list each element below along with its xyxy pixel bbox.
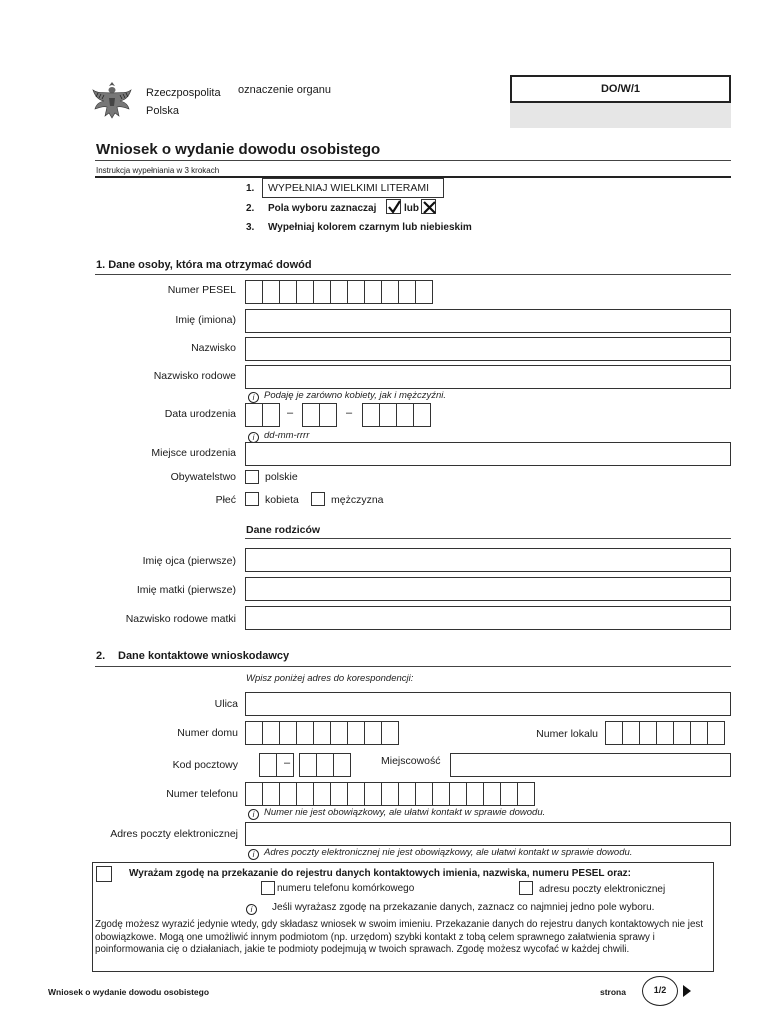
step2-text: Pola wyboru zaznaczaj	[268, 203, 377, 214]
phone-hint: i Numer nie jest obowiązkowy, ale ułatwi kontakt w sprawie dowodu.	[248, 807, 545, 820]
phone-label: Numer telefonu	[166, 788, 238, 800]
consent-hint: i Jeśli wyrażasz zgodę na przekazanie danych, zaznacz co najmniej jedno pole wyboru.	[246, 902, 654, 915]
city-label: Miejscowość	[381, 755, 441, 767]
father-name-label: Imię ojca (pierwsze)	[142, 555, 236, 567]
step1-example-box: WYPEŁNIAJ WIELKIMI LITERAMI	[262, 178, 444, 198]
parents-divider	[245, 538, 731, 539]
birth-place-input[interactable]	[245, 442, 731, 466]
form-code-box	[510, 75, 731, 128]
pesel-label: Numer PESEL	[167, 284, 236, 296]
sex-female-label: kobieta	[265, 494, 299, 506]
page-number: 1/2	[642, 976, 678, 1006]
next-page-arrow-icon[interactable]	[683, 985, 691, 997]
birth-date-separator: –	[287, 407, 294, 419]
family-name-label: Nazwisko rodowe	[153, 370, 236, 382]
birth-date-separator: –	[346, 407, 353, 419]
section2-heading: Dane kontaktowe wnioskodawcy	[118, 650, 290, 662]
flat-number-input[interactable]	[605, 721, 724, 745]
email-hint: i Adres poczty elektronicznej nie jest obowiązkowy, ale ułatwi kontakt w sprawie dowodu.	[248, 847, 632, 860]
father-name-input[interactable]	[245, 548, 731, 572]
postal-code-separator: –	[284, 757, 291, 769]
street-input[interactable]	[245, 692, 731, 716]
title-divider	[95, 160, 731, 161]
sex-male-label: mężczyzna	[331, 494, 384, 506]
info-icon: i	[246, 904, 257, 915]
consent-email-label: adresu poczty elektronicznej	[539, 884, 666, 895]
consent-text: Wyrażam zgodę na przekazanie do rejestru danych kontaktowych imienia, nazwiska, numeru PESEL oraz:	[129, 868, 632, 879]
page-title: Wniosek o wydanie dowodu osobistego	[96, 141, 381, 158]
birth-date-label: Data urodzenia	[164, 408, 236, 420]
address-hint: Wpisz poniżej adres do korespondencji:	[246, 673, 414, 684]
info-icon: i	[248, 809, 259, 820]
form-code: DO/W/1	[510, 75, 731, 103]
birth-place-label: Miejsce urodzenia	[151, 447, 236, 459]
family-name-hint: i Podaję je zarówno kobiety, jak i mężczyźni.	[248, 390, 446, 403]
country-name: Rzeczpospolita Polska	[146, 87, 221, 117]
birth-year-input[interactable]	[362, 403, 430, 427]
sex-female-checkbox[interactable]	[245, 492, 259, 506]
page-label: strona	[600, 987, 626, 997]
info-icon: i	[248, 432, 259, 443]
cross-example-icon	[421, 199, 436, 214]
house-number-label: Numer domu	[177, 727, 238, 739]
step1-number: 1.	[246, 183, 255, 194]
sex-male-checkbox[interactable]	[311, 492, 325, 506]
consent-box	[92, 862, 714, 972]
birth-day-input[interactable]	[245, 403, 279, 427]
birth-month-input[interactable]	[302, 403, 336, 427]
email-input[interactable]	[245, 822, 731, 846]
first-name-input[interactable]	[245, 309, 731, 333]
section2-divider	[95, 666, 731, 667]
mother-family-name-input[interactable]	[245, 606, 731, 630]
step3-text: Wypełniaj kolorem czarnym lub niebieskim	[268, 222, 472, 233]
step3-number: 3.	[246, 222, 255, 233]
consent-note: Zgodę możesz wyrazić jedynie wtedy, gdy składasz wniosek w swoim imieniu. Przekazanie danych do rejestru danych kontaktowych nie jest obowiązkowe. Mogą one umożliwić innym podmiotom (np. urzędom) szybki kontakt z tobą celem sprawnego załatwienia sprawy i poinformowania cię o działaniach, jakie te podmioty podejmują w twoich sprawach. Zgodę możesz wycofać w każdej chwili.	[95, 919, 704, 955]
step2-or: lub	[404, 203, 419, 214]
sex-label: Płeć	[215, 494, 236, 506]
city-input[interactable]	[450, 753, 731, 777]
section1-divider	[95, 274, 731, 275]
surname-input[interactable]	[245, 337, 731, 361]
consent-phone-checkbox[interactable]	[261, 881, 275, 895]
consent-phone-label: numeru telefonu komórkowego	[277, 883, 415, 894]
step2-number: 2.	[246, 203, 255, 214]
consent-checkbox[interactable]	[96, 866, 112, 882]
organ-label: oznaczenie organu	[238, 84, 331, 96]
family-name-input[interactable]	[245, 365, 731, 389]
footer-title: Wniosek o wydanie dowodu osobistego	[48, 987, 210, 997]
flat-number-label: Numer lokalu	[536, 728, 598, 740]
first-name-label: Imię (imiona)	[175, 314, 236, 326]
mother-family-name-label: Nazwisko rodowe matki	[125, 613, 236, 625]
citizenship-polish-label: polskie	[265, 471, 298, 483]
birth-date-hint: i dd-mm-rrrr	[248, 430, 309, 443]
email-label: Adres poczty elektronicznej	[110, 828, 238, 840]
info-icon: i	[248, 392, 259, 403]
street-label: Ulica	[214, 698, 238, 710]
postal-code-label: Kod pocztowy	[172, 759, 238, 771]
citizenship-polish-checkbox[interactable]	[245, 470, 259, 484]
mother-name-label: Imię matki (pierwsze)	[136, 584, 236, 596]
info-icon: i	[248, 849, 259, 860]
surname-label: Nazwisko	[191, 342, 236, 354]
phone-input[interactable]	[245, 782, 534, 806]
citizenship-label: Obywatelstwo	[170, 471, 236, 483]
postal-code-suffix-input[interactable]	[299, 753, 350, 777]
mother-name-input[interactable]	[245, 577, 731, 601]
house-number-input[interactable]	[245, 721, 398, 745]
section2-heading-number: 2.	[96, 650, 106, 662]
eagle-emblem-icon	[90, 78, 134, 122]
parents-heading: Dane rodziców	[246, 524, 321, 536]
instructions-heading: Instrukcja wypełniania w 3 krokach	[96, 166, 220, 175]
pesel-input[interactable]	[245, 280, 432, 304]
consent-email-checkbox[interactable]	[519, 881, 533, 895]
checkmark-example-icon	[386, 199, 401, 214]
section1-heading: 1. Dane osoby, która ma otrzymać dowód	[96, 259, 312, 271]
